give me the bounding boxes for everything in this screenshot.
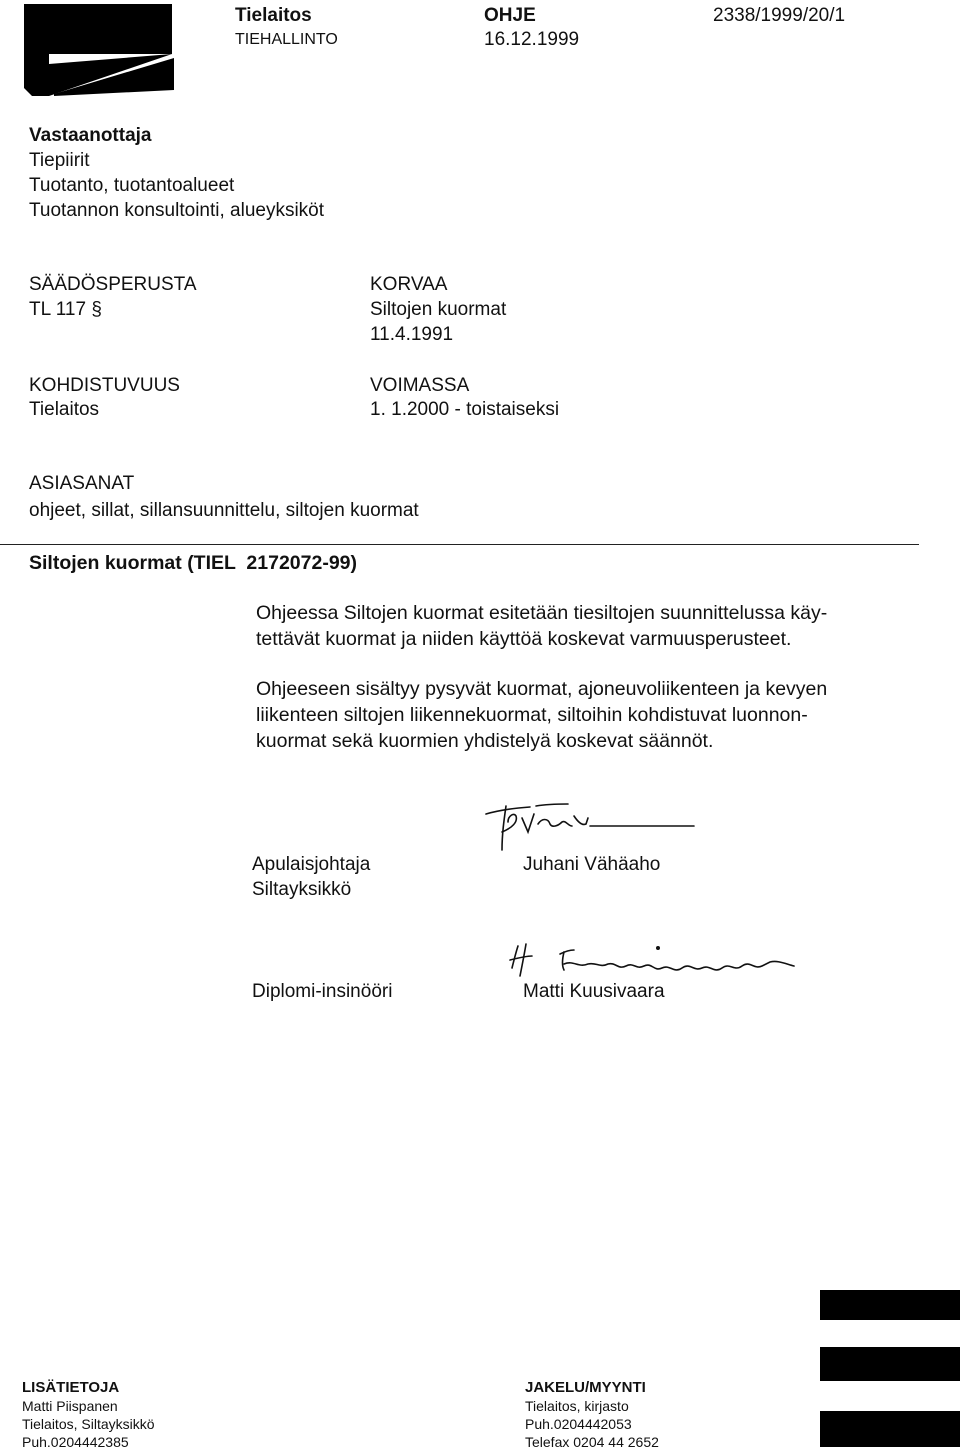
- document-title: Siltojen kuormat (TIEL 2172072-99): [29, 552, 358, 574]
- doc-number: 2338/1999/20/1: [713, 5, 846, 26]
- recipients: [29, 124, 324, 222]
- paragraph-line: Ohjeessa Siltojen kuormat esitetään tiesiltojen suunnittelussa käy-: [256, 602, 828, 624]
- paragraph-line: Ohjeeseen sisältyy pysyvät kuormat, ajoneuvoliikenteen ja kevyen: [256, 678, 828, 700]
- footer-line: Telefax 0204 44 2652: [525, 1434, 659, 1450]
- recipient-line: Tiepiirit: [29, 150, 90, 171]
- signer-unit: Siltayksikkö: [252, 879, 352, 900]
- footer-line: Matti Piispanen: [22, 1398, 118, 1414]
- black-bar: [820, 1411, 960, 1447]
- tielaitos-logo-icon: [24, 4, 174, 98]
- korvaa-date: 11.4.1991: [370, 324, 454, 345]
- doc-type: OHJE: [484, 5, 536, 26]
- paragraph-line: liikenteen siltojen liikennekuormat, siltoihin kohdistuvat luonnon-: [256, 704, 808, 726]
- footer-lisatietoja: [22, 1378, 155, 1451]
- recipient-line: Tuotanto, tuotantoalueet: [29, 175, 235, 196]
- divider: [0, 544, 919, 545]
- paragraph-line: kuormat sekä kuormien yhdistelyä koskevat säännöt.: [256, 730, 714, 752]
- keywords-value: ohjeet, sillat, sillansuunnittelu, siltojen kuormat: [29, 500, 419, 521]
- kohdistuvuus-label: KOHDISTUVUUS: [29, 375, 180, 396]
- header-unit: TIEHALLINTO: [235, 31, 338, 48]
- footer-line: Tielaitos, kirjasto: [525, 1398, 629, 1414]
- korvaa-label: KORVAA: [370, 274, 448, 295]
- signer-name: Juhani Vähäaho: [523, 854, 661, 875]
- signature-vahaaho: [478, 792, 698, 862]
- recipient-line: Tuotannon konsultointi, alueyksiköt: [29, 200, 325, 221]
- voimassa-label: VOIMASSA: [370, 375, 470, 396]
- signature-kuusivaara: [508, 938, 798, 984]
- korvaa-title: Siltojen kuormat: [370, 299, 507, 320]
- keywords-label: ASIASANAT: [29, 473, 135, 494]
- footer-line: Puh.0204442053: [525, 1416, 632, 1432]
- saadosperusta-value: TL 117 §: [29, 299, 102, 320]
- footer-line: Puh.0204442385: [22, 1434, 129, 1450]
- doc-date: 16.12.1999: [484, 29, 580, 50]
- footer-jakelu: [525, 1378, 659, 1451]
- paragraph-2: [256, 676, 896, 754]
- recipients-heading: Vastaanottaja: [29, 125, 152, 146]
- header-org: Tielaitos: [235, 5, 312, 26]
- footer-heading: LISÄTIETOJA: [22, 1379, 120, 1396]
- paragraph-line: tettävät kuormat ja niiden käyttöä koskevat varmuusperusteet.: [256, 628, 792, 650]
- paragraph-1: [256, 600, 896, 652]
- black-bar: [820, 1290, 960, 1320]
- footer-heading: JAKELU/MYYNTI: [525, 1379, 646, 1396]
- signer-role: Diplomi-insinööri: [252, 981, 393, 1002]
- signer-name: Matti Kuusivaara: [523, 981, 665, 1002]
- voimassa-value: 1. 1.2000 - toistaiseksi: [370, 399, 560, 420]
- black-bar: [820, 1347, 960, 1381]
- signer-role: Apulaisjohtaja: [252, 854, 371, 875]
- footer-line: Tielaitos, Siltayksikkö: [22, 1416, 155, 1432]
- saadosperusta-label: SÄÄDÖSPERUSTA: [29, 274, 197, 295]
- kohdistuvuus-value: Tielaitos: [29, 399, 100, 420]
